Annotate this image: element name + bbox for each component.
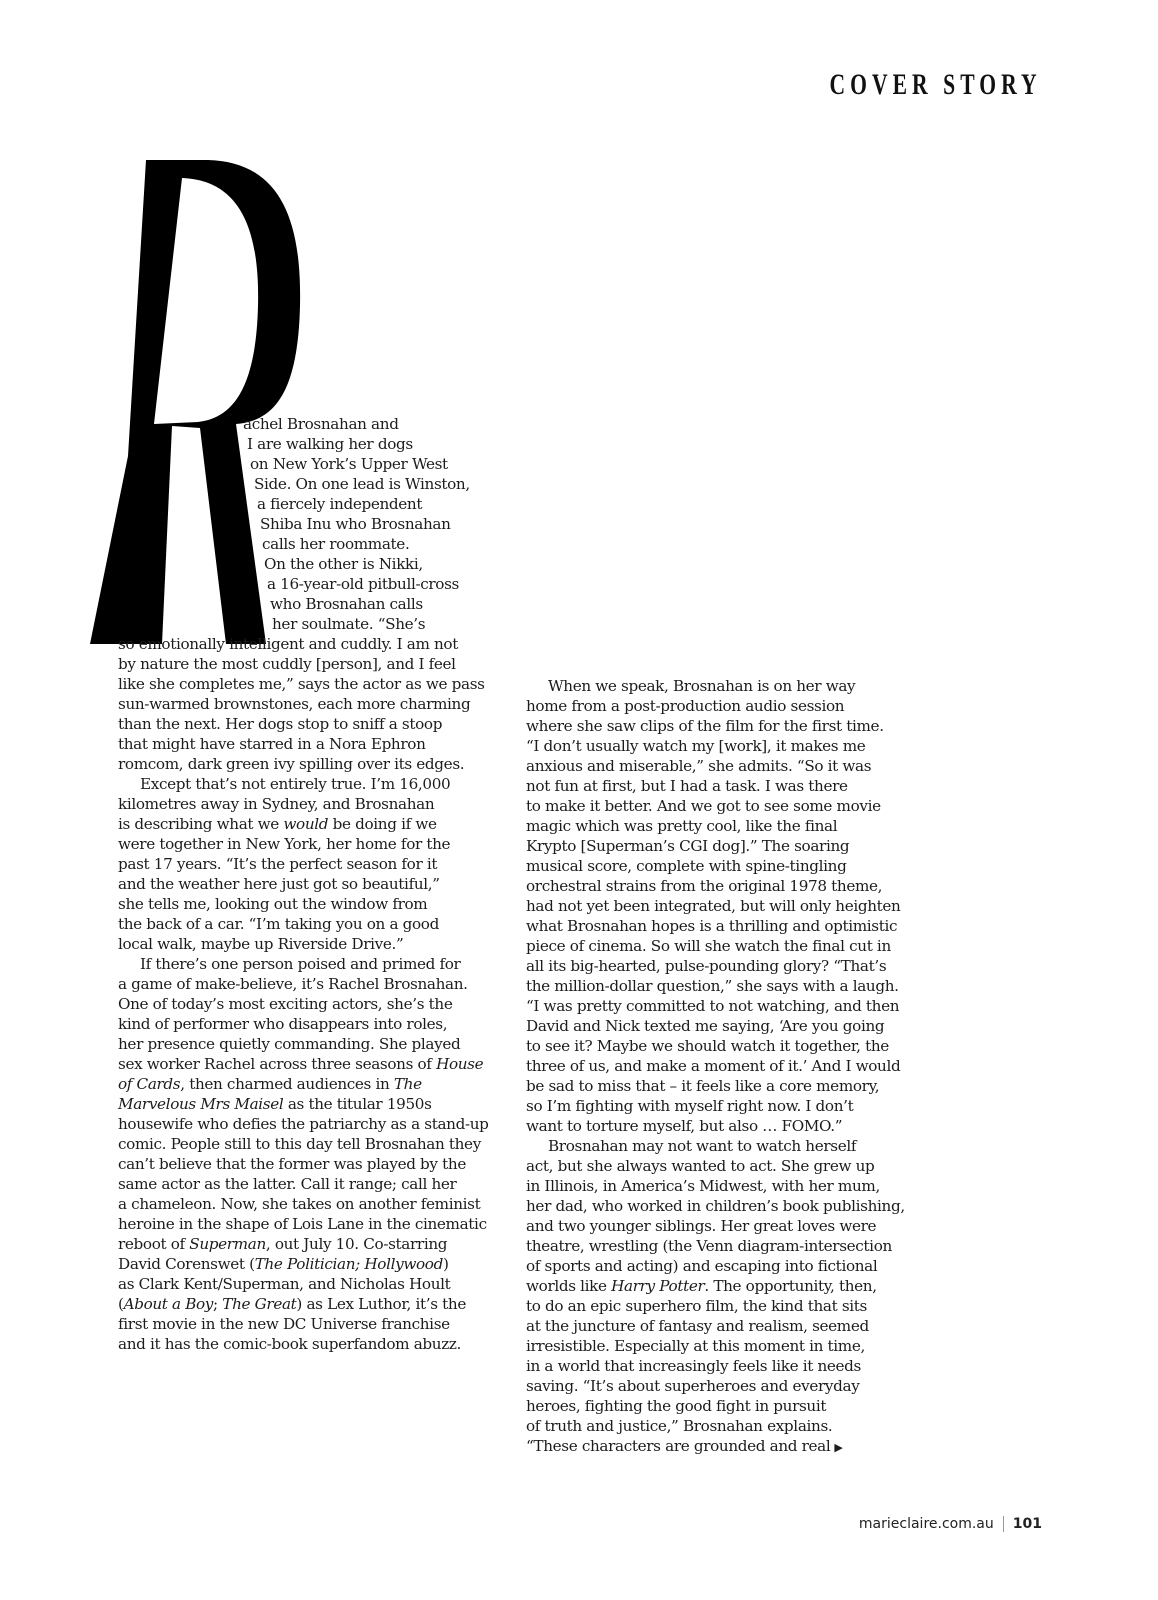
text-line: her dad, who worked in children’s book publishing,	[526, 1197, 905, 1215]
text-line: like she completes me,” says the actor as we pass	[118, 675, 485, 693]
text-line: is describing what we would be doing if we	[118, 815, 437, 833]
text-line: sex worker Rachel across three seasons of House	[118, 1055, 484, 1073]
text-line: were together in New York, her home for the	[118, 835, 451, 853]
text-line: to do an epic superhero film, the kind that sits	[526, 1297, 867, 1315]
section-label: COVER STORY	[829, 68, 1042, 101]
text-line: what Brosnahan hopes is a thrilling and optimistic	[526, 917, 898, 935]
text-line: (About a Boy; The Great) as Lex Luthor, it’s the	[118, 1295, 466, 1313]
text-line: a chameleon. Now, she takes on another feminist	[118, 1195, 481, 1213]
text-line: than the next. Her dogs stop to sniff a stoop	[118, 715, 443, 733]
footer-divider	[1003, 1516, 1004, 1532]
text-line: to see it? Maybe we should watch it together, the	[526, 1037, 889, 1055]
text-line: to make it better. And we got to see some movie	[526, 797, 881, 815]
text-line: the back of a car. “I’m taking you on a good	[118, 915, 439, 933]
text-line: Brosnahan may not want to watch herself	[548, 1137, 857, 1155]
text-line: be sad to miss that – it feels like a core memory,	[526, 1077, 880, 1095]
text-line: One of today’s most exciting actors, she’s the	[118, 995, 453, 1013]
text-line: the million-dollar question,” she says with a laugh.	[526, 977, 899, 995]
text-line: irresistible. Especially at this moment in time,	[526, 1337, 865, 1355]
text-line: she tells me, looking out the window from	[118, 895, 428, 913]
text-line: heroine in the shape of Lois Lane in the cinematic	[118, 1215, 487, 1233]
text-line: Side. On one lead is Winston,	[254, 475, 470, 493]
page-number: 101	[1012, 1516, 1042, 1532]
text-line: kilometres away in Sydney, and Brosnahan	[118, 795, 435, 813]
text-line: all its big-hearted, pulse-pounding glory? “That’s	[526, 957, 887, 975]
article-column-left	[118, 634, 489, 1354]
page-footer	[859, 1516, 1042, 1532]
text-line: her presence quietly commanding. She played	[118, 1035, 461, 1053]
text-line: that might have starred in a Nora Ephron	[118, 735, 426, 753]
text-line: On the other is Nikki,	[264, 555, 423, 573]
text-line: not fun at first, but I had a task. I was there	[526, 777, 848, 795]
text-line: on New York’s Upper West	[250, 455, 448, 473]
text-line: piece of cinema. So will she watch the final cut in	[526, 937, 891, 955]
text-line: a game of make-believe, it’s Rachel Brosnahan.	[118, 975, 468, 993]
text-line: “These characters are grounded and real ▶	[526, 1437, 843, 1455]
text-line: local walk, maybe up Riverside Drive.”	[118, 935, 404, 953]
text-line: magic which was pretty cool, like the final	[526, 817, 838, 835]
text-line: had not yet been integrated, but will only heighten	[526, 897, 901, 915]
text-line: her soulmate. “She’s	[272, 615, 426, 633]
text-line: heroes, fighting the good fight in pursuit	[526, 1397, 827, 1415]
website-link[interactable]: marieclaire.com.au	[858, 1516, 994, 1532]
text-line: “I was pretty committed to not watching, and then	[526, 997, 900, 1015]
text-line: romcom, dark green ivy spilling over its edges.	[118, 755, 465, 773]
text-line: and it has the comic-book superfandom abuzz.	[118, 1335, 462, 1353]
text-line: want to torture myself, but also … FOMO.”	[526, 1117, 843, 1135]
text-line: theatre, wrestling (the Venn diagram-intersection	[526, 1237, 892, 1255]
text-line: When we speak, Brosnahan is on her way	[548, 677, 856, 695]
text-line: who Brosnahan calls	[270, 595, 423, 613]
text-line: orchestral strains from the original 1978 theme,	[526, 877, 883, 895]
text-line: comic. People still to this day tell Brosnahan they	[118, 1135, 481, 1153]
continue-arrow-icon: ▶	[834, 1441, 843, 1454]
text-line: “I don’t usually watch my [work], it makes me	[526, 737, 866, 755]
text-line: achel Brosnahan and	[243, 415, 399, 433]
text-line: so emotionally intelligent and cuddly. I am not	[118, 635, 458, 653]
text-line: so I’m fighting with myself right now. I don’t	[526, 1097, 854, 1115]
text-line: Marvelous Mrs Maisel as the titular 1950s	[118, 1095, 432, 1113]
text-line: anxious and miserable,” she admits. “So it was	[526, 757, 872, 775]
text-line: act, but she always wanted to act. She grew up	[526, 1157, 875, 1175]
text-line: of Cards, then charmed audiences in The	[118, 1075, 422, 1093]
text-line: and two younger siblings. Her great loves were	[526, 1217, 877, 1235]
text-line: David Corenswet (The Politician; Hollywood)	[118, 1255, 449, 1273]
text-line: a fiercely independent	[257, 495, 423, 513]
text-line: worlds like Harry Potter. The opportunity, then,	[526, 1277, 877, 1295]
text-line: Shiba Inu who Brosnahan	[260, 515, 451, 533]
text-line: can’t believe that the former was played by the	[118, 1155, 466, 1173]
text-line: David and Nick texted me saying, ‘Are you going	[526, 1017, 885, 1035]
text-line: same actor as the latter. Call it range; call her	[118, 1175, 457, 1193]
text-line: past 17 years. “It’s the perfect season for it	[118, 855, 438, 873]
article-column-right	[526, 676, 905, 1456]
text-line: and the weather here just got so beautiful,”	[118, 875, 440, 893]
text-line: where she saw clips of the film for the first time.	[526, 717, 884, 735]
text-line: saving. “It’s about superheroes and everyday	[526, 1377, 860, 1395]
text-line: calls her roommate.	[262, 535, 410, 553]
text-line: of truth and justice,” Brosnahan explains.	[526, 1417, 833, 1435]
article-intro	[243, 414, 470, 634]
text-line: as Clark Kent/Superman, and Nicholas Hoult	[118, 1275, 451, 1293]
text-line: by nature the most cuddly [person], and I feel	[118, 655, 456, 673]
text-line: Except that’s not entirely true. I’m 16,000	[140, 775, 451, 793]
text-line: reboot of Superman, out July 10. Co-starring	[118, 1235, 448, 1253]
text-line: in Illinois, in America’s Midwest, with her mum,	[526, 1177, 880, 1195]
text-line: of sports and acting) and escaping into fictional	[526, 1257, 878, 1275]
text-line: Krypto [Superman’s CGI dog].” The soaring	[526, 837, 850, 855]
text-line: kind of performer who disappears into roles,	[118, 1015, 448, 1033]
text-line: at the juncture of fantasy and realism, seemed	[526, 1317, 869, 1335]
text-line: first movie in the new DC Universe franchise	[118, 1315, 450, 1333]
text-line: If there’s one person poised and primed for	[140, 955, 461, 973]
text-line: sun-warmed brownstones, each more charming	[118, 695, 471, 713]
text-line: a 16-year-old pitbull-cross	[267, 575, 459, 593]
text-line: housewife who defies the patriarchy as a stand-up	[118, 1115, 489, 1133]
text-line: home from a post-production audio session	[526, 697, 845, 715]
text-line: musical score, complete with spine-tingling	[526, 857, 847, 875]
text-line: in a world that increasingly feels like it needs	[526, 1357, 861, 1375]
text-line: I are walking her dogs	[247, 435, 413, 453]
text-line: three of us, and make a moment of it.’ And I would	[526, 1057, 901, 1075]
